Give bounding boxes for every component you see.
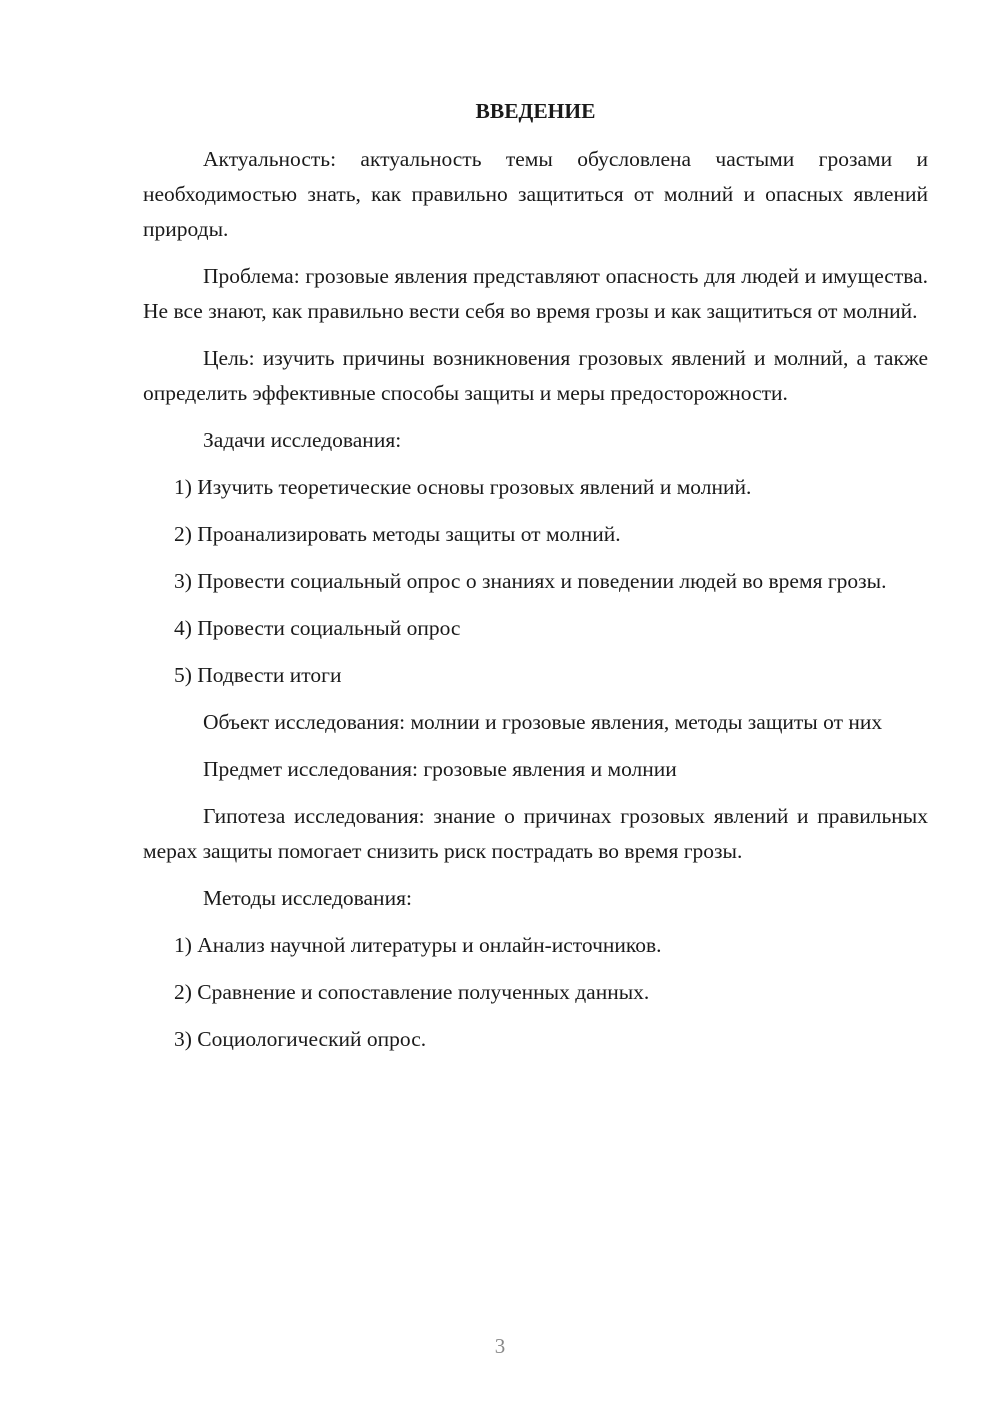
task-item: 4) Провести социальный опрос (174, 616, 461, 640)
goal-paragraph: Цель: изучить причины возникновения грозовых явлений и молний, а также определить эффективные способы защиты и меры предосторожности. (143, 346, 928, 405)
method-item: 1) Анализ научной литературы и онлайн-источников. (174, 933, 662, 957)
task-item: 5) Подвести итоги (174, 663, 342, 687)
method-item: 2) Сравнение и сопоставление полученных данных. (174, 980, 650, 1004)
task-item: 2) Проанализировать методы защиты от молний. (174, 522, 621, 546)
task-item: 1) Изучить теоретические основы грозовых явлений и молний. (174, 475, 752, 499)
method-item: 3) Социологический опрос. (174, 1027, 427, 1051)
document-body (143, 94, 928, 1069)
object-paragraph: Объект исследования: молнии и грозовые явления, методы защиты от них (203, 710, 883, 734)
problem-paragraph: Проблема: грозовые явления представляют опасность для людей и имущества. Не все знают, как правильно вести себя во время грозы и как защититься от молний. (143, 264, 928, 323)
relevance-paragraph: Актуальность: актуальность темы обусловлена частыми грозами и необходимостью знать, как правильно защититься от молний и опасных явлений природы. (143, 147, 928, 241)
tasks-heading: Задачи исследования: (203, 428, 402, 452)
page-number: 3 (494, 1334, 506, 1358)
page-title: ВВЕДЕНИЕ (475, 99, 596, 123)
task-item: 3) Провести социальный опрос о знаниях и поведении людей во время грозы. (174, 569, 887, 593)
subject-paragraph: Предмет исследования: грозовые явления и молнии (203, 757, 677, 781)
hypothesis-paragraph: Гипотеза исследования: знание о причинах грозовых явлений и правильных мерах защиты помогает снизить риск пострадать во время грозы. (143, 804, 928, 863)
methods-heading: Методы исследования: (203, 886, 412, 910)
